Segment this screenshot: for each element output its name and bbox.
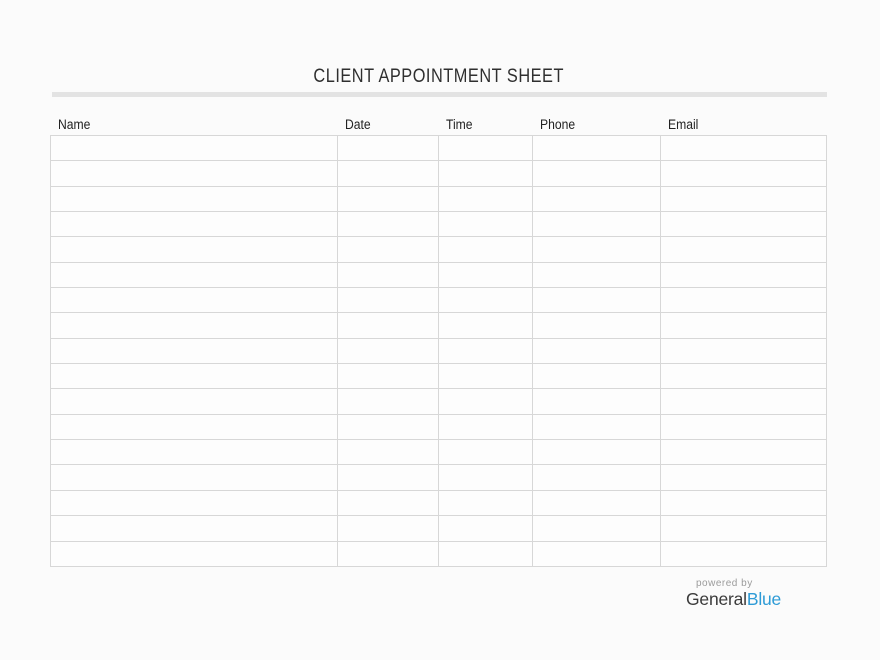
table-cell-name <box>51 516 338 541</box>
column-header-email <box>660 116 826 134</box>
table-cell-email <box>661 490 827 515</box>
table-cell-phone <box>533 136 661 161</box>
table-cell-phone <box>533 186 661 211</box>
table-row <box>51 136 827 161</box>
table-cell-name <box>51 161 338 186</box>
title-area <box>50 66 827 88</box>
table-cell-name <box>51 262 338 287</box>
table-row <box>51 262 827 287</box>
table-cell-name <box>51 490 338 515</box>
table-cell-time <box>439 490 533 515</box>
table-cell-name <box>51 465 338 490</box>
table-cell-date <box>338 490 439 515</box>
column-header-time <box>438 116 532 134</box>
table-cell-email <box>661 516 827 541</box>
table-cell-email <box>661 136 827 161</box>
table-row <box>51 161 827 186</box>
table-cell-time <box>439 414 533 439</box>
table-cell-phone <box>533 161 661 186</box>
table-cell-email <box>661 414 827 439</box>
table-row <box>51 465 827 490</box>
table-area <box>50 135 827 567</box>
table-cell-name <box>51 212 338 237</box>
table-cell-date <box>338 364 439 389</box>
table-cell-phone <box>533 465 661 490</box>
table-cell-email <box>661 237 827 262</box>
table-cell-time <box>439 364 533 389</box>
table-cell-phone <box>533 389 661 414</box>
table-cell-time <box>439 262 533 287</box>
table-cell-email <box>661 389 827 414</box>
table-cell-phone <box>533 516 661 541</box>
column-header-date <box>337 116 438 134</box>
table-cell-email <box>661 161 827 186</box>
table-cell-name <box>51 414 338 439</box>
table-row <box>51 541 827 566</box>
table-cell-time <box>439 516 533 541</box>
table-cell-phone <box>533 262 661 287</box>
powered-by-label: powered by <box>696 578 753 589</box>
table-cell-name <box>51 389 338 414</box>
table-cell-date <box>338 414 439 439</box>
table-row <box>51 237 827 262</box>
table-cell-time <box>439 440 533 465</box>
table-row <box>51 440 827 465</box>
table-cell-name <box>51 364 338 389</box>
table-cell-time <box>439 338 533 363</box>
column-header-label: Email <box>668 117 699 132</box>
table-cell-phone <box>533 364 661 389</box>
column-header-label: Date <box>345 117 371 132</box>
table-cell-name <box>51 186 338 211</box>
table-row <box>51 490 827 515</box>
table-cell-phone <box>533 414 661 439</box>
table-cell-phone <box>533 440 661 465</box>
table-cell-email <box>661 364 827 389</box>
column-header-label: Phone <box>540 117 576 132</box>
table-cell-time <box>439 465 533 490</box>
table-cell-email <box>661 212 827 237</box>
table-cell-time <box>439 237 533 262</box>
page-title: CLIENT APPOINTMENT SHEET <box>313 66 564 87</box>
brand-text-general: General <box>686 589 747 609</box>
table-cell-time <box>439 288 533 313</box>
table-row <box>51 389 827 414</box>
brand-text-blue: Blue <box>746 589 782 609</box>
table-cell-time <box>439 389 533 414</box>
table-cell-time <box>439 186 533 211</box>
column-header-phone <box>532 116 660 134</box>
table-cell-phone <box>533 541 661 566</box>
table-cell-date <box>338 186 439 211</box>
table-cell-time <box>439 313 533 338</box>
table-row <box>51 186 827 211</box>
table-cell-time <box>439 136 533 161</box>
table-cell-email <box>661 186 827 211</box>
column-header-label: Name <box>58 117 91 132</box>
table-cell-phone <box>533 288 661 313</box>
title-divider-bar <box>52 92 827 97</box>
table-cell-email <box>661 541 827 566</box>
table-row <box>51 288 827 313</box>
table-cell-date <box>338 237 439 262</box>
table-cell-date <box>338 389 439 414</box>
table-cell-phone <box>533 338 661 363</box>
column-header-name <box>50 116 337 134</box>
table-cell-time <box>439 161 533 186</box>
table-cell-date <box>338 136 439 161</box>
table-cell-name <box>51 338 338 363</box>
table-row <box>51 212 827 237</box>
table-cell-date <box>338 212 439 237</box>
table-cell-date <box>338 440 439 465</box>
table-row <box>51 414 827 439</box>
table-cell-date <box>338 313 439 338</box>
table-cell-phone <box>533 212 661 237</box>
table-cell-date <box>338 262 439 287</box>
table-row <box>51 364 827 389</box>
table-cell-date <box>338 465 439 490</box>
table-cell-time <box>439 541 533 566</box>
table-cell-email <box>661 313 827 338</box>
table-cell-date <box>338 541 439 566</box>
table-cell-phone <box>533 490 661 515</box>
table-cell-date <box>338 288 439 313</box>
table-cell-phone <box>533 313 661 338</box>
table-cell-date <box>338 516 439 541</box>
column-headers-row <box>50 116 826 134</box>
table-cell-date <box>338 338 439 363</box>
table-cell-email <box>661 440 827 465</box>
table-row <box>51 313 827 338</box>
table-cell-name <box>51 237 338 262</box>
table-cell-email <box>661 262 827 287</box>
table-cell-name <box>51 313 338 338</box>
table-cell-phone <box>533 237 661 262</box>
table-cell-name <box>51 136 338 161</box>
table-cell-time <box>439 212 533 237</box>
table-cell-email <box>661 465 827 490</box>
table-cell-name <box>51 288 338 313</box>
table-cell-date <box>338 161 439 186</box>
table-row <box>51 338 827 363</box>
column-header-label: Time <box>446 117 473 132</box>
appointment-table <box>50 135 827 567</box>
table-cell-name <box>51 440 338 465</box>
table-row <box>51 516 827 541</box>
generalblue-logo <box>686 589 781 610</box>
table-cell-email <box>661 338 827 363</box>
table-body <box>51 136 827 567</box>
table-cell-email <box>661 288 827 313</box>
table-cell-name <box>51 541 338 566</box>
